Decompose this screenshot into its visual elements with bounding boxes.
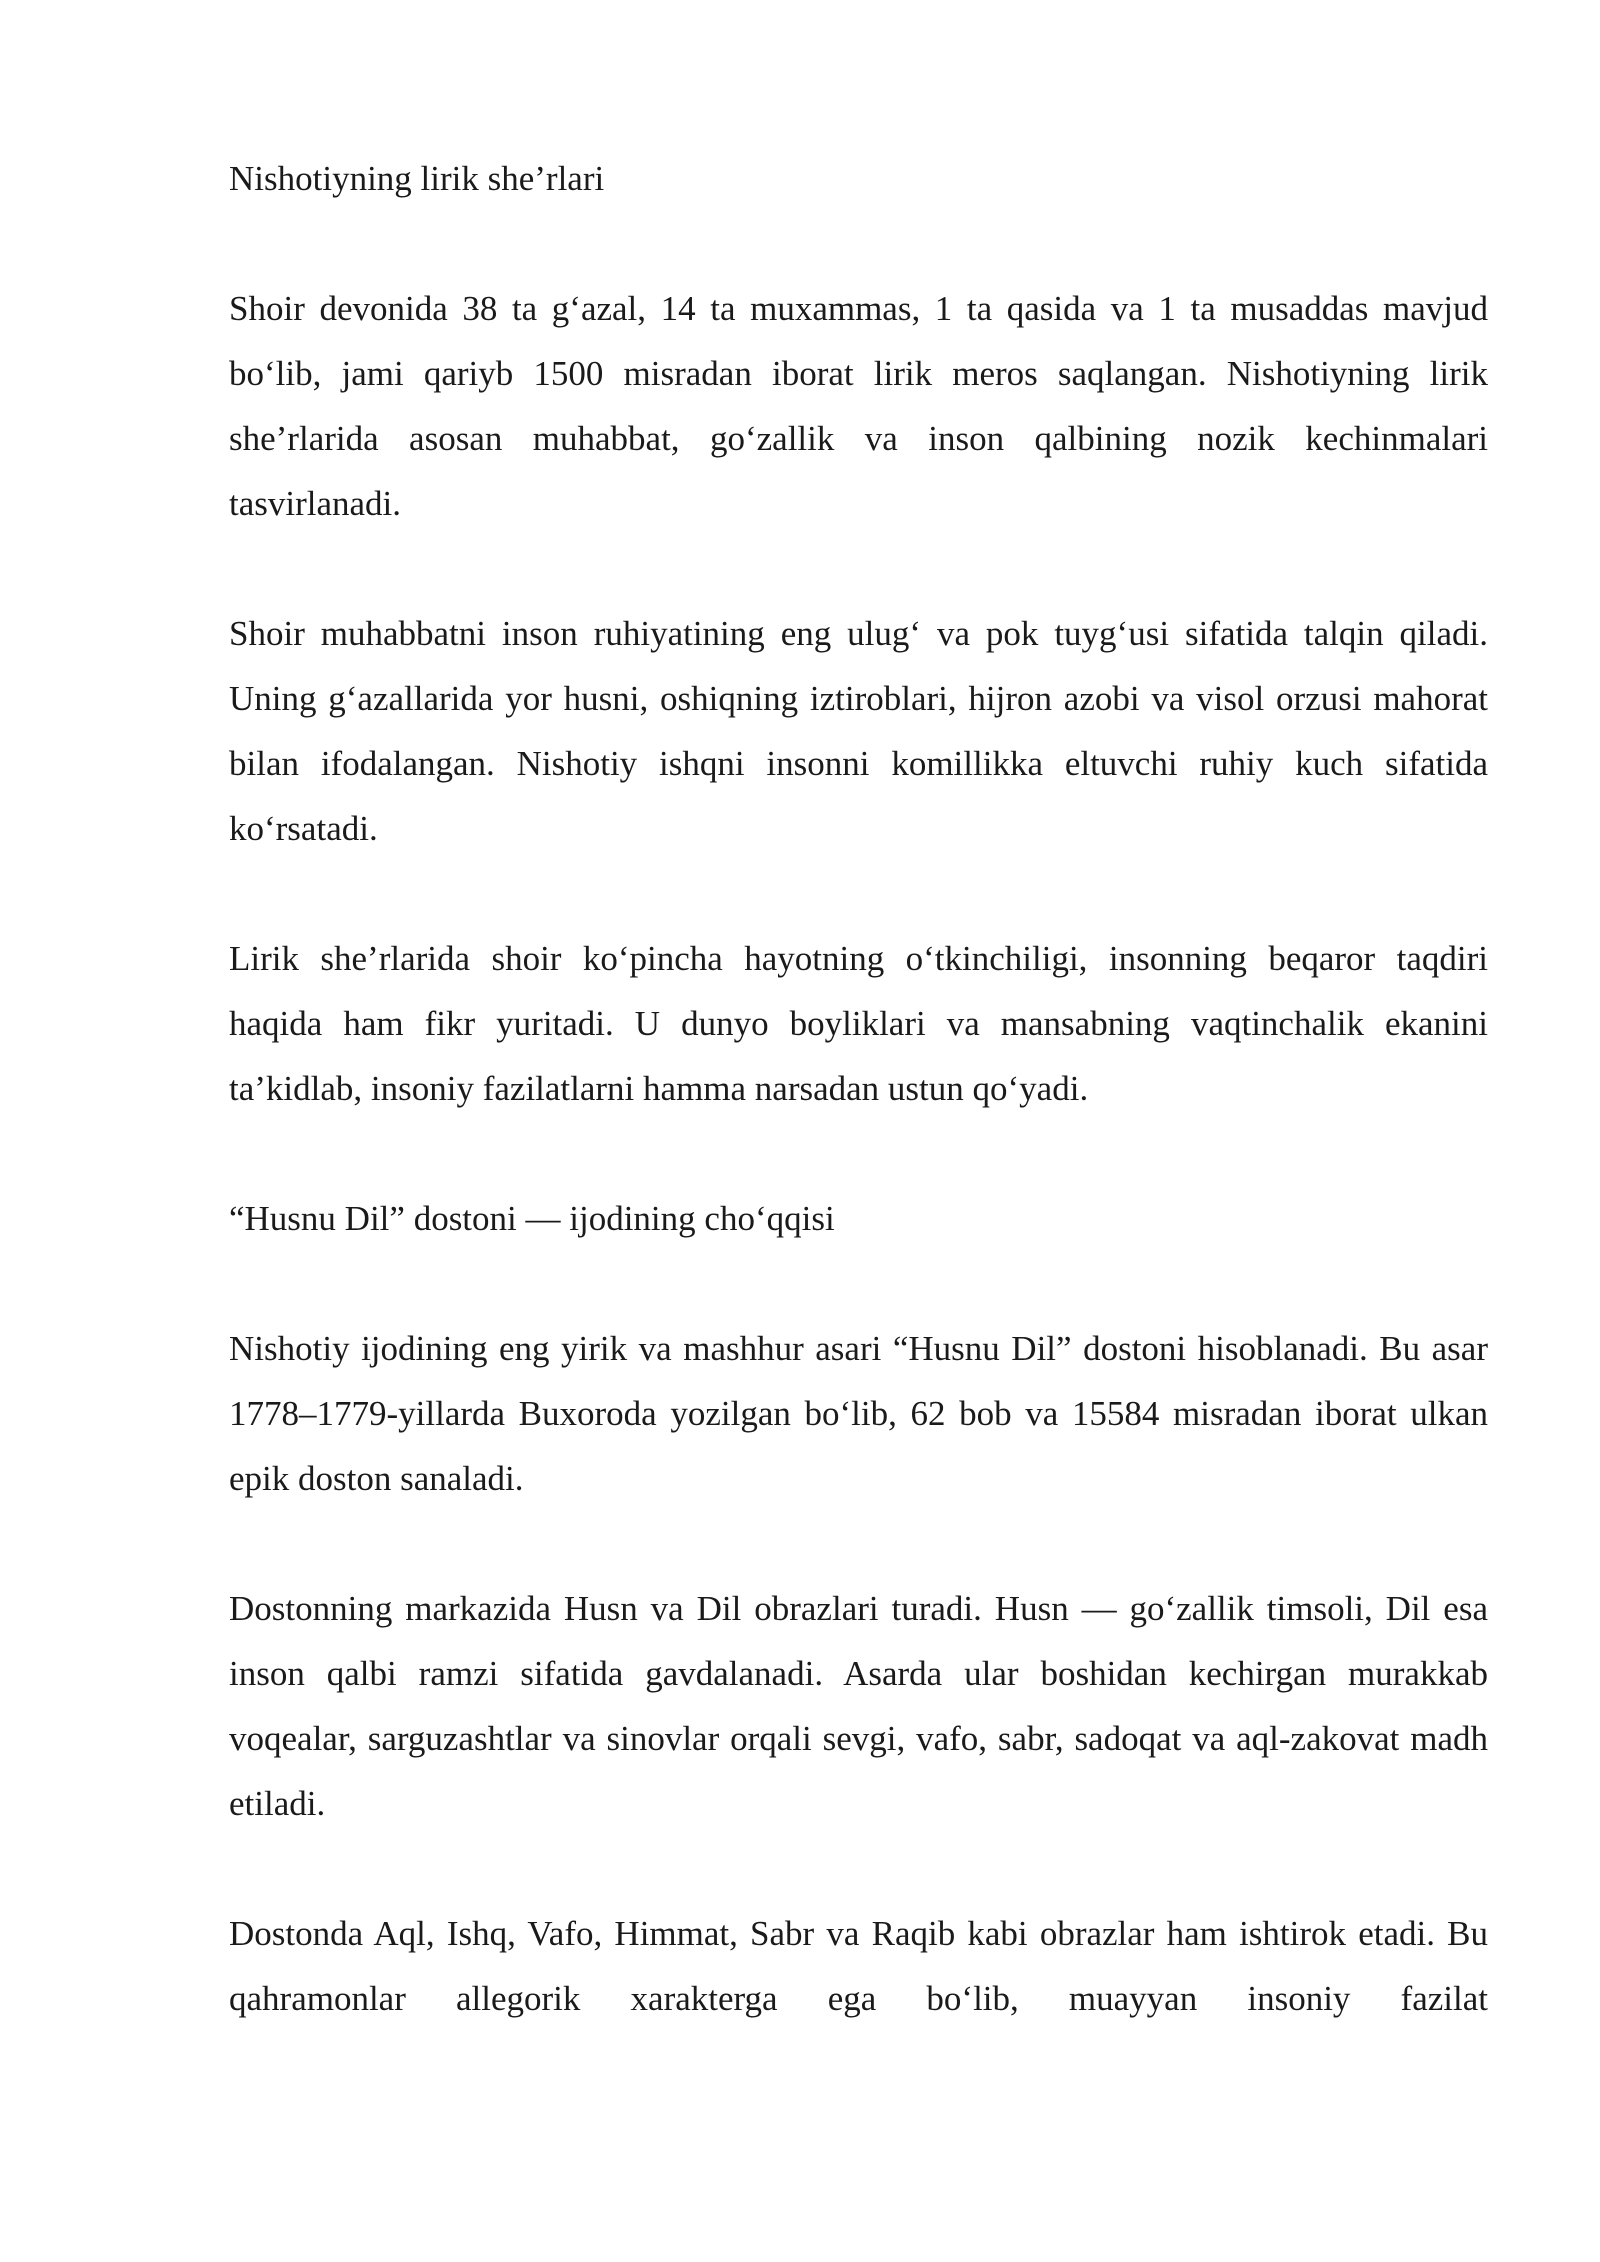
section-heading-husnu-dil: “Husnu Dil” dostoni — ijodining cho‘qqisi bbox=[229, 1199, 835, 1238]
paragraph-continued: Dostonda Aql, Ishq, Vafo, Himmat, Sabr va Raqib kabi obrazlar ham ishtirok etadi. Bu qahramonlar allegorik xarakterga ega bo‘lib, muayyan insoniy fazilat bbox=[229, 1914, 1488, 2018]
paragraph: Dostonning markazida Husn va Dil obrazlari turadi. Husn — go‘zallik timsoli, Dil esa inson qalbi ramzi sifatida gavdalanadi. Asarda ular boshidan kechirgan murakkab voqealar, sarguzashtlar va sinovlar orqali sevgi, vafo, sabr, sadoqat va aql-zakovat madh etiladi. bbox=[229, 1589, 1488, 1823]
paragraph: Shoir muhabbatni inson ruhiyatining eng ulug‘ va pok tuyg‘usi sifatida talqin qiladi. Uning g‘azallarida yor husni, oshiqning iztiroblari, hijron azobi va visol orzusi mahorat bilan ifodalangan. Nishotiy ishqni insonni komillikka eltuvchi ruhiy kuch sifatida ko‘rsatadi. bbox=[229, 614, 1488, 848]
paragraph: Lirik she’rlarida shoir ko‘pincha hayotning o‘tkinchiligi, insonning beqaror taqdiri haqida ham fikr yuritadi. U dunyo boyliklari va mansabning vaqtinchalik ekanini ta’kidlab, insoniy fazilatlarni hamma narsadan ustun qo‘yadi. bbox=[229, 939, 1488, 1108]
paragraph: Shoir devonida 38 ta g‘azal, 14 ta muxammas, 1 ta qasida va 1 ta musaddas mavjud bo‘lib, jami qariyb 1500 misradan iborat lirik meros saqlangan. Nishotiyning lirik she’rlarida asosan muhabbat, go‘zallik va inson qalbining nozik kechinmalari tasvirlanadi. bbox=[229, 289, 1488, 523]
document-body bbox=[229, 146, 1488, 2031]
paragraph: Nishotiy ijodining eng yirik va mashhur asari “Husnu Dil” dostoni hisoblanadi. Bu asar 1778–1779-yillarda Buxoroda yozilgan bo‘lib, 62 bob va 15584 misradan iborat ulkan epik doston sanaladi. bbox=[229, 1329, 1488, 1498]
section-heading-lyric-poems: Nishotiyning lirik she’rlari bbox=[229, 159, 605, 198]
